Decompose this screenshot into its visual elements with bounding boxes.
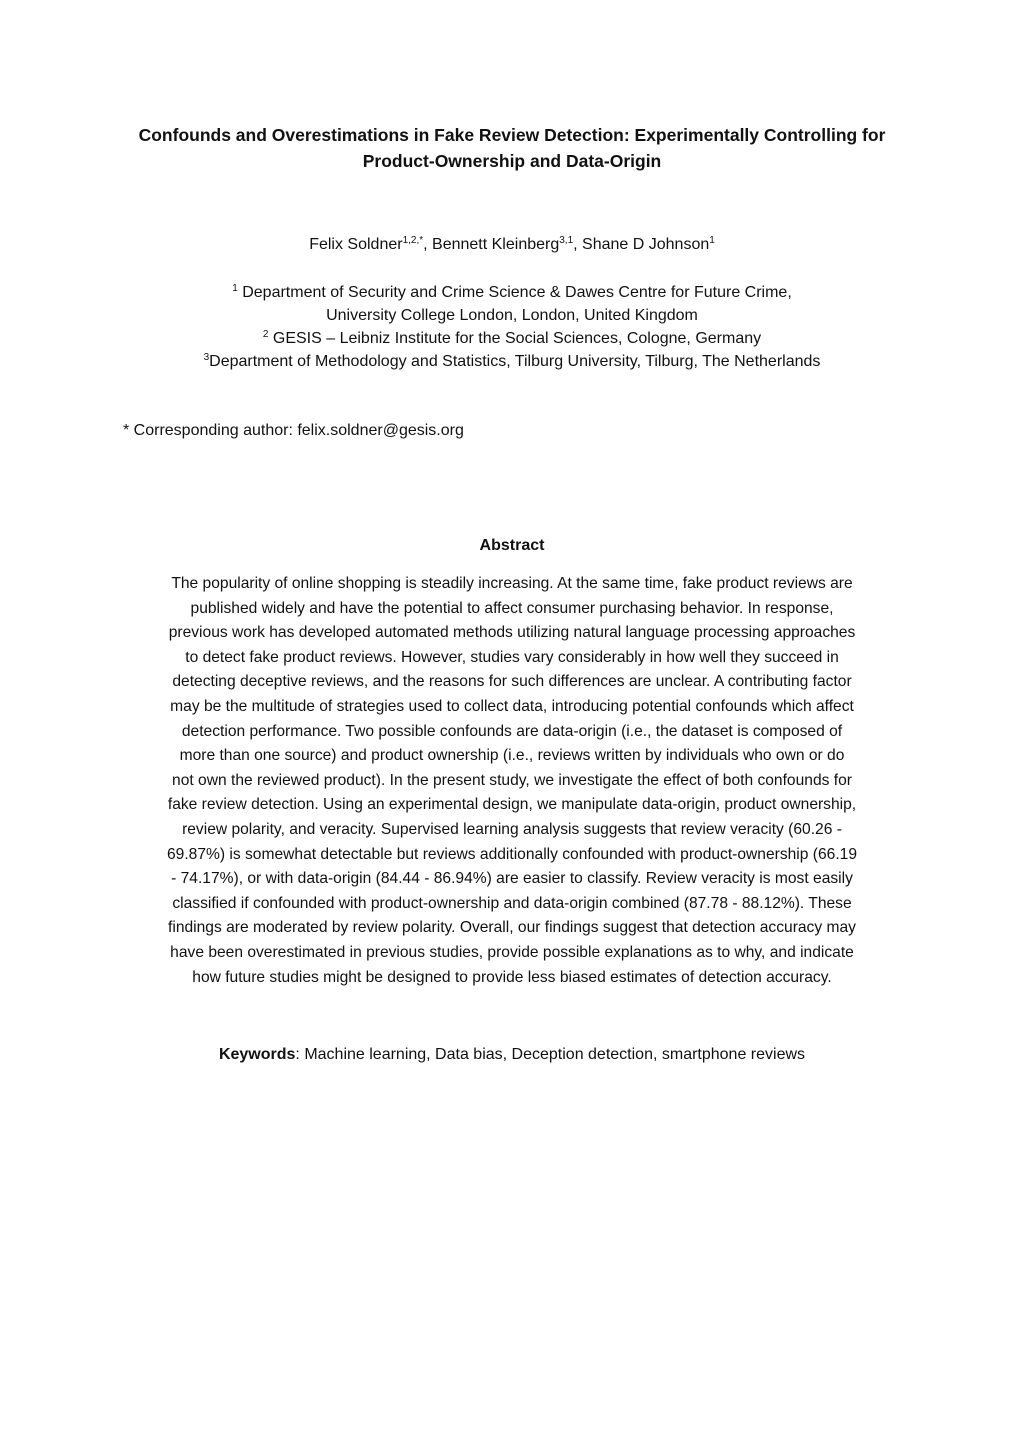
author-affiliation-marker: 1,2,* [402, 235, 424, 246]
abstract-line: findings are moderated by review polarity. Overall, our findings suggest that detection accuracy may [168, 919, 856, 937]
abstract-line: detection performance. Two possible confounds are data-origin (i.e., the dataset is composed of [181, 722, 843, 740]
affiliation-line [100, 281, 924, 304]
affiliation-marker: 3 [203, 352, 210, 363]
paper-title [100, 122, 924, 174]
affiliation-line [100, 304, 924, 327]
title-line-2: Product-Ownership and Data-Origin [362, 151, 662, 171]
abstract-line: not own the reviewed product). In the present study, we investigate the effect of both confounds for [172, 771, 852, 789]
abstract-line: 69.87%) is somewhat detectable but reviews additionally confounded with product-ownership (66.19 [167, 845, 857, 863]
affiliation-text: GESIS – Leibniz Institute for the Social Sciences, Cologne, Germany [268, 330, 762, 347]
abstract-line: have been overestimated in previous studies, provide possible explanations as to why, and indicate [170, 943, 854, 961]
keywords [100, 1044, 924, 1066]
author-separator: , [573, 236, 583, 253]
author-name: Shane D Johnson [582, 236, 710, 253]
abstract-line: fake review detection. Using an experimental design, we manipulate data-origin, product ownership, [167, 796, 857, 814]
abstract-line: to detect fake product reviews. However, studies vary considerably in how well they succeed in [185, 648, 839, 666]
author-affiliation-marker: 3,1 [559, 235, 574, 246]
author-name: Felix Soldner [309, 236, 403, 253]
keywords-label: Keywords [218, 1046, 296, 1063]
abstract-line: previous work has developed automated methods utilizing natural language processing approaches [168, 624, 856, 642]
affiliation-text: University College London, London, United Kingdom [326, 307, 698, 324]
abstract-line: The popularity of online shopping is steadily increasing. At the same time, fake product reviews are [171, 575, 853, 592]
abstract-line: review polarity, and veracity. Supervised learning analysis suggests that review veracity (60.26 - [182, 820, 842, 838]
keywords-list: : Machine learning, Data bias, Deception detection, smartphone reviews [295, 1046, 806, 1063]
author-name: Bennett Kleinberg [432, 236, 560, 253]
author-list [100, 234, 924, 256]
abstract-line: more than one source) and product ownership (i.e., reviews written by individuals who own or do [179, 747, 845, 765]
affiliation-marker: 1 [232, 283, 238, 294]
author-separator: , [423, 236, 433, 253]
abstract-body [122, 572, 902, 990]
abstract-line: detecting deceptive reviews, and the reasons for such differences are unclear. A contributing factor [172, 673, 852, 691]
abstract-line: classified if confounded with product-ownership and data-origin combined (87.78 - 88.12%). These [172, 894, 852, 912]
abstract-line: published widely and have the potential to affect consumer purchasing behavior. In response, [190, 599, 834, 617]
affiliation-line [100, 327, 924, 350]
corresponding-author: * Corresponding author: felix.soldner@gesis.org [123, 422, 464, 439]
abstract-line: how future studies might be designed to provide less biased estimates of detection accuracy. [192, 968, 832, 986]
author-affiliation-marker: 1 [709, 235, 715, 246]
abstract-line: - 74.17%), or with data-origin (84.44 - 86.94%) are easier to classify. Review veracity is most easily [171, 870, 853, 888]
affiliation-line [100, 350, 924, 373]
abstract-line: may be the multitude of strategies used to collect data, introducing potential confounds which affect [170, 697, 854, 715]
abstract-heading: Abstract [479, 537, 545, 554]
title-line-1: Confounds and Overestimations in Fake Review Detection: Experimentally Controlling for [138, 125, 886, 145]
affiliation-text: Department of Methodology and Statistics, Tilburg University, Tilburg, The Netherlands [209, 353, 821, 370]
affiliation-list [100, 281, 924, 373]
affiliation-text: Department of Security and Crime Science & Dawes Centre for Future Crime, [237, 284, 792, 301]
affiliation-marker: 2 [262, 329, 269, 340]
